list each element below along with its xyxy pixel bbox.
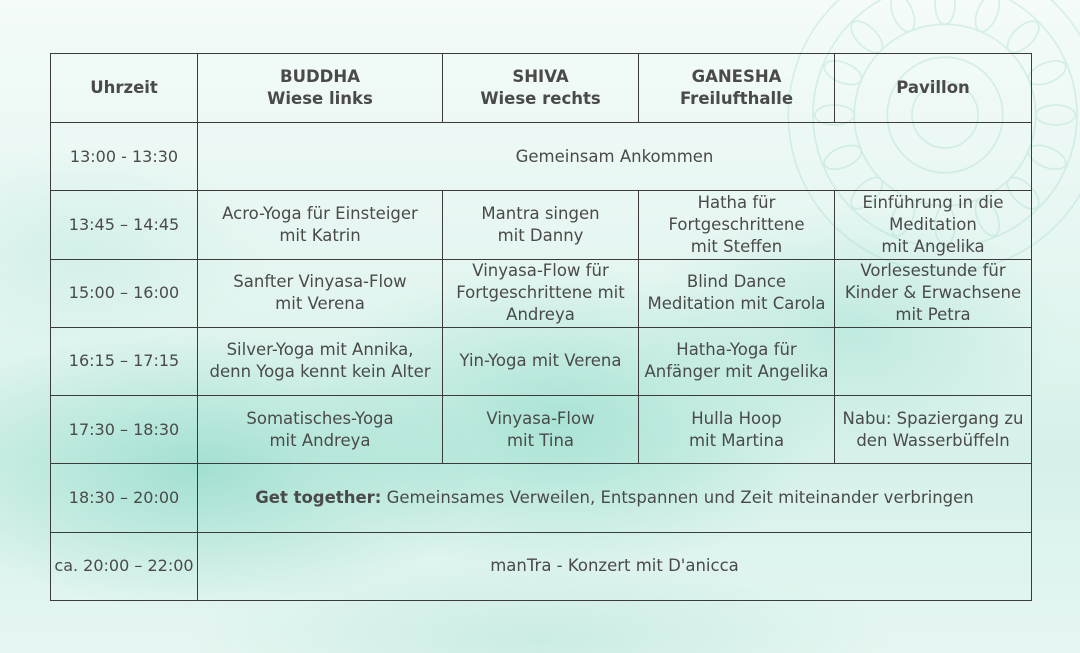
session-text-line: mit Steffen — [690, 236, 783, 256]
session-text-line: mit Angelika — [881, 236, 985, 256]
header-time: Uhrzeit — [51, 54, 198, 123]
table-row — [51, 532, 1032, 600]
session-cell-pavillon — [835, 327, 1032, 395]
session-cell-ganesha — [639, 396, 835, 464]
session-text-line: Anfänger mit Angelika — [644, 362, 829, 382]
table-row — [51, 259, 1032, 327]
session-text-line: denn Yoga kennt kein Alter — [209, 362, 431, 382]
session-cell-buddha — [198, 396, 443, 464]
event-text: manTra - Konzert mit D'anicca — [490, 556, 739, 576]
session-cell-buddha — [198, 327, 443, 395]
header-venue-pavillon: Pavillon — [835, 54, 1032, 123]
session-text-line: Meditation — [889, 214, 977, 234]
time-cell: 18:30 – 20:00 — [51, 464, 198, 532]
time-cell: 16:15 – 17:15 — [51, 327, 198, 395]
session-text-line: Somatisches-Yoga — [246, 408, 394, 428]
session-text-line: Fortgeschrittene mit — [456, 283, 625, 303]
session-cell-pavillon — [835, 259, 1032, 327]
time-cell: 17:30 – 18:30 — [51, 396, 198, 464]
session-cell-ganesha — [639, 259, 835, 327]
session-text-line: Einführung in die — [862, 192, 1004, 212]
session-cell-pavillon — [835, 396, 1032, 464]
event-text: Gemeinsam Ankommen — [515, 146, 714, 166]
session-cell-ganesha — [639, 327, 835, 395]
header-venue-shiva: SHIVA Wiese rechts — [443, 54, 639, 123]
time-cell: 15:00 – 16:00 — [51, 259, 198, 327]
header-venue-ganesha: GANESHA Freilufthalle — [639, 54, 835, 123]
session-text-line: Hatha-Yoga für — [676, 340, 797, 360]
session-text-line: mit Andreya — [269, 430, 371, 450]
session-text-line: mit Petra — [895, 305, 971, 325]
session-text-line: Kinder & Erwachsene — [844, 283, 1022, 303]
session-text-line: Vinyasa-Flow für — [472, 261, 609, 281]
session-cell-ganesha — [639, 191, 835, 259]
session-text-line: mit Danny — [497, 225, 584, 245]
session-text-line: Silver-Yoga mit Annika, — [226, 340, 414, 360]
session-text-line: Vorlesestunde für — [860, 261, 1006, 281]
session-text-line: Andreya — [506, 305, 575, 325]
session-text-line: Fortgeschrittene — [668, 214, 805, 234]
session-text-line: mit Verena — [275, 294, 365, 314]
session-text-line: Hulla Hoop — [691, 408, 782, 428]
header-row — [51, 54, 1032, 123]
session-text-line: Acro-Yoga für Einsteiger — [222, 203, 418, 223]
session-cell-buddha — [198, 191, 443, 259]
session-text-line: mit Martina — [688, 430, 785, 450]
session-text-line: den Wasserbüffeln — [856, 430, 1010, 450]
session-text-line: Mantra singen — [481, 203, 600, 223]
event-highlight: Get together: — [255, 488, 382, 508]
table-row — [51, 464, 1032, 532]
session-text-line: mit Katrin — [279, 225, 361, 245]
session-text-line: Hatha für — [697, 192, 776, 212]
session-text-line: Meditation mit Carola — [647, 294, 826, 314]
session-cell-buddha — [198, 259, 443, 327]
table-row — [51, 123, 1032, 191]
table-row — [51, 191, 1032, 259]
session-cell-shiva — [443, 396, 639, 464]
session-text-line: Blind Dance — [686, 272, 787, 292]
time-cell: ca. 20:00 – 22:00 — [51, 532, 198, 600]
time-cell: 13:45 – 14:45 — [51, 191, 198, 259]
session-text-line: Sanfter Vinyasa-Flow — [233, 272, 407, 292]
session-cell-shiva — [443, 259, 639, 327]
event-text: Gemeinsames Verweilen, Entspannen und Zeit miteinander verbringen — [381, 488, 974, 508]
session-text-line: Vinyasa-Flow — [486, 408, 595, 428]
session-cell-shiva — [443, 191, 639, 259]
session-cell-pavillon — [835, 191, 1032, 259]
table-row — [51, 396, 1032, 464]
session-text-line: Nabu: Spaziergang zu — [842, 408, 1024, 428]
session-text-line: mit Tina — [506, 430, 575, 450]
table-row — [51, 327, 1032, 395]
header-venue-buddha: BUDDHA Wiese links — [198, 54, 443, 123]
span-event-cell — [198, 464, 1032, 532]
session-cell-shiva — [443, 327, 639, 395]
schedule-table — [50, 53, 1032, 601]
session-text-line: Yin-Yoga mit Verena — [459, 351, 622, 371]
time-cell: 13:00 - 13:30 — [51, 123, 198, 191]
span-event-cell — [198, 123, 1032, 191]
span-event-cell — [198, 532, 1032, 600]
